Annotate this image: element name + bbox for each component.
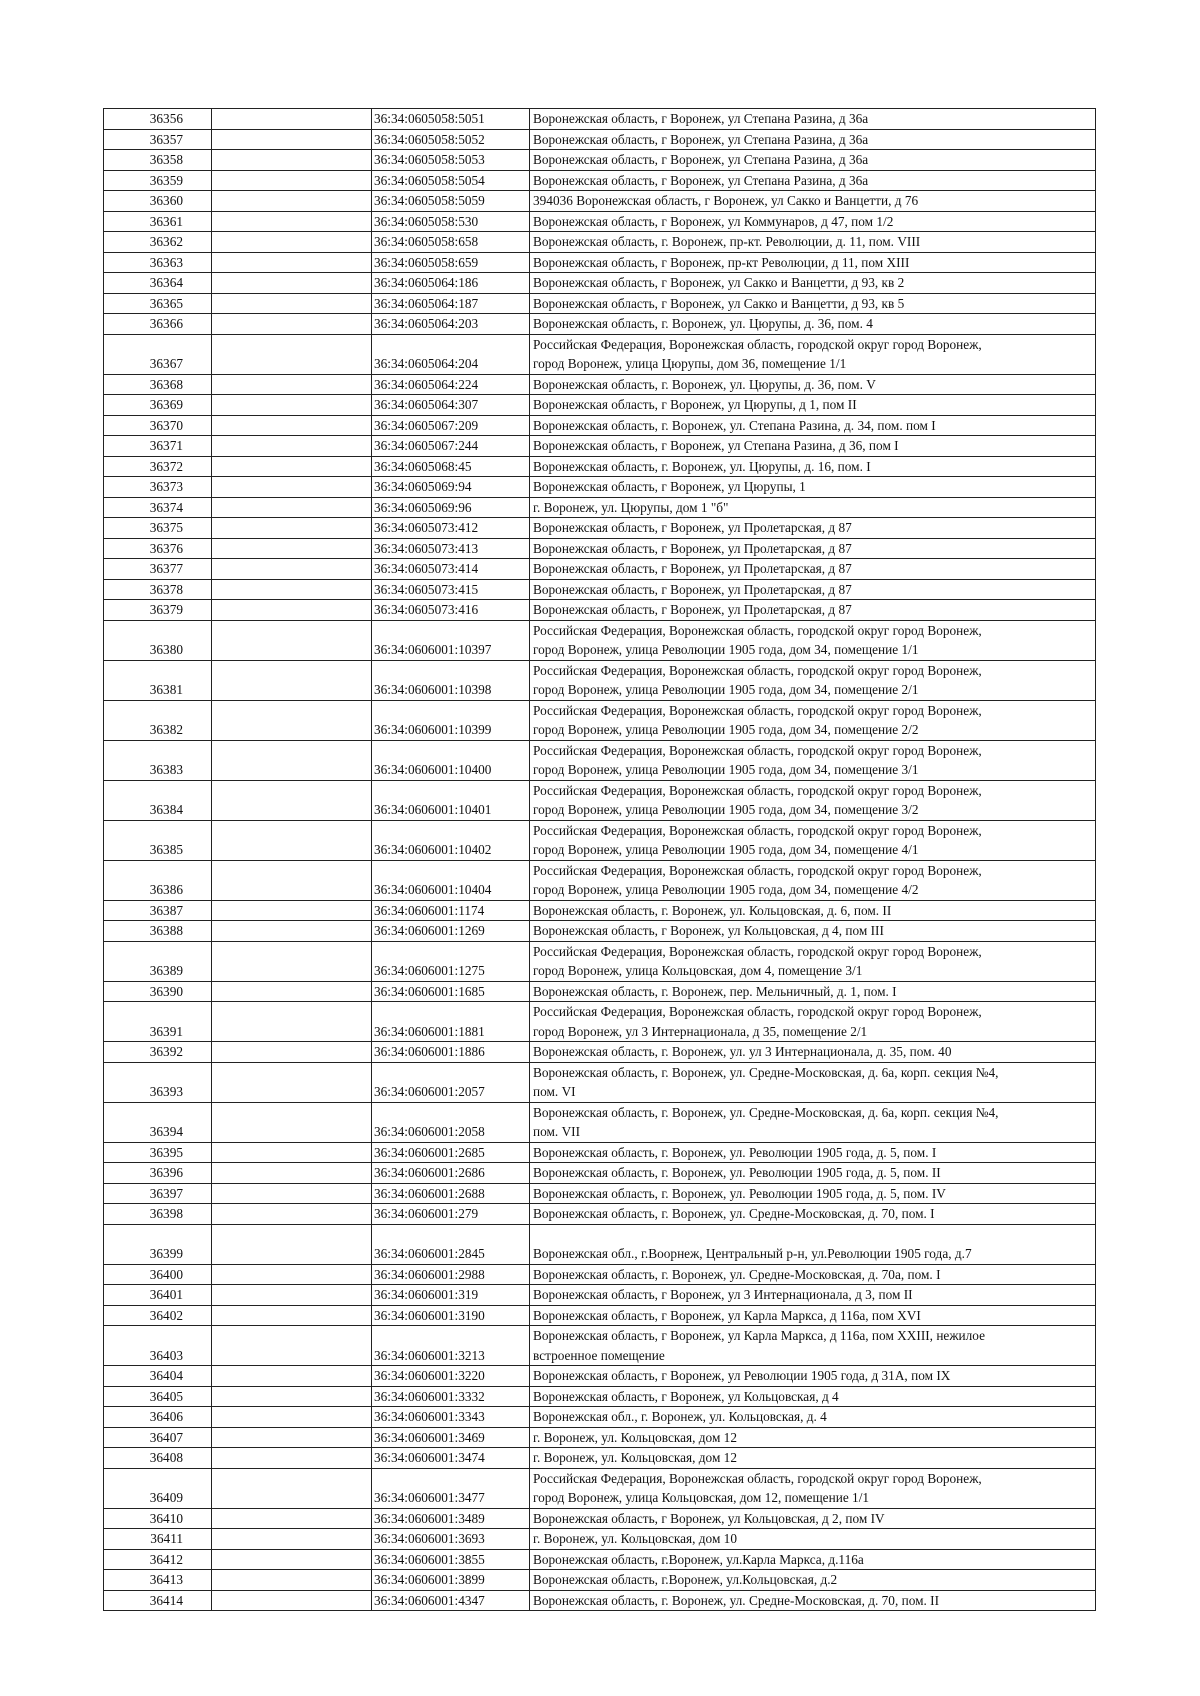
row-number-cell: 36372: [104, 456, 212, 477]
row-number-cell: 36404: [104, 1366, 212, 1387]
empty-cell: [212, 1183, 372, 1204]
cadastral-number-cell: 36:34:0605058:5059: [372, 191, 530, 212]
address-cell: Воронежская область, г Воронеж, ул Пролетарская, д 87: [530, 518, 1096, 539]
empty-cell: [212, 1326, 372, 1366]
registry-table: [103, 108, 1096, 1611]
empty-cell: [212, 579, 372, 600]
row-number-cell: 36413: [104, 1570, 212, 1591]
table-row: [104, 436, 1096, 457]
table-row: [104, 273, 1096, 294]
address-cell: Воронежская область, г Воронеж, ул Сакко и Ванцетти, д 93, кв 2: [530, 273, 1096, 294]
table-row: [104, 211, 1096, 232]
table-row: [104, 700, 1096, 740]
cadastral-number-cell: 36:34:0605058:5052: [372, 129, 530, 150]
row-number-cell: 36409: [104, 1468, 212, 1508]
address-cell: Воронежская область, г Воронеж, ул Карла Маркса, д 116а, пом XXIII, нежилое встроенное помещение: [530, 1326, 1096, 1366]
address-cell: Российская Федерация, Воронежская область, городской округ город Воронеж, город Воронеж, улица Революции 1905 года, дом 34, помещение 2/2: [530, 700, 1096, 740]
cadastral-number-cell: 36:34:0606001:10400: [372, 740, 530, 780]
cadastral-number-cell: 36:34:0606001:10404: [372, 860, 530, 900]
table-row: [104, 1204, 1096, 1225]
empty-cell: [212, 860, 372, 900]
row-number-cell: 36389: [104, 941, 212, 981]
table-row: [104, 1163, 1096, 1184]
address-cell: Воронежская область, г. Воронеж, ул. Средне-Московская, д. 70а, пом. I: [530, 1264, 1096, 1285]
cadastral-number-cell: 36:34:0606001:3855: [372, 1549, 530, 1570]
table-row: [104, 1042, 1096, 1063]
table-row: [104, 1002, 1096, 1042]
empty-cell: [212, 211, 372, 232]
row-number-cell: 36401: [104, 1285, 212, 1306]
cadastral-number-cell: 36:34:0605058:5051: [372, 109, 530, 130]
table-row: [104, 1448, 1096, 1469]
cadastral-number-cell: 36:34:0605073:416: [372, 600, 530, 621]
address-cell: Воронежская область, г Воронеж, ул Степана Разина, д 36а: [530, 150, 1096, 171]
row-number-cell: 36384: [104, 780, 212, 820]
table-row: [104, 129, 1096, 150]
row-number-cell: 36367: [104, 334, 212, 374]
table-row: [104, 740, 1096, 780]
address-cell: Российская Федерация, Воронежская область, городской округ город Воронеж, город Воронеж, ул 3 Интернационала, д 35, помещение 2/1: [530, 1002, 1096, 1042]
empty-cell: [212, 1468, 372, 1508]
address-cell: Воронежская обл., г.Воорнеж, Центральный р-н, ул.Революции 1905 года, д.7: [530, 1224, 1096, 1264]
empty-cell: [212, 150, 372, 171]
table-row: [104, 1407, 1096, 1428]
empty-cell: [212, 1448, 372, 1469]
row-number-cell: 36400: [104, 1264, 212, 1285]
table-row: [104, 620, 1096, 660]
row-number-cell: 36403: [104, 1326, 212, 1366]
cadastral-number-cell: 36:34:0605067:244: [372, 436, 530, 457]
table-row: [104, 1508, 1096, 1529]
table-row: [104, 1183, 1096, 1204]
address-cell: Воронежская область, г Воронеж, ул Степана Разина, д 36а: [530, 109, 1096, 130]
empty-cell: [212, 334, 372, 374]
row-number-cell: 36358: [104, 150, 212, 171]
row-number-cell: 36405: [104, 1386, 212, 1407]
table-row: [104, 293, 1096, 314]
cadastral-number-cell: 36:34:0606001:10402: [372, 820, 530, 860]
row-number-cell: 36380: [104, 620, 212, 660]
table-row: [104, 1305, 1096, 1326]
row-number-cell: 36369: [104, 395, 212, 416]
row-number-cell: 36390: [104, 981, 212, 1002]
address-cell: Воронежская область, г.Воронеж, ул.Кольцовская, д.2: [530, 1570, 1096, 1591]
cadastral-number-cell: 36:34:0606001:1269: [372, 921, 530, 942]
address-cell: Воронежская область, г Воронеж, ул Цюрупы, д 1, пом II: [530, 395, 1096, 416]
empty-cell: [212, 170, 372, 191]
address-cell: Российская Федерация, Воронежская область, городской округ город Воронеж, город Воронеж, улица Революции 1905 года, дом 34, помещение 4/2: [530, 860, 1096, 900]
address-cell: Воронежская область, г Воронеж, ул Цюрупы, 1: [530, 477, 1096, 498]
empty-cell: [212, 395, 372, 416]
address-cell: Воронежская область, г Воронеж, ул Пролетарская, д 87: [530, 600, 1096, 621]
table-row: [104, 1142, 1096, 1163]
row-number-cell: 36394: [104, 1102, 212, 1142]
address-cell: Воронежская область, г Воронеж, ул Революции 1905 года, д 31А, пом IX: [530, 1366, 1096, 1387]
address-cell: г. Воронеж, ул. Кольцовская, дом 12: [530, 1448, 1096, 1469]
row-number-cell: 36361: [104, 211, 212, 232]
row-number-cell: 36387: [104, 900, 212, 921]
row-number-cell: 36356: [104, 109, 212, 130]
empty-cell: [212, 1204, 372, 1225]
row-number-cell: 36397: [104, 1183, 212, 1204]
table-row: [104, 1326, 1096, 1366]
empty-cell: [212, 1407, 372, 1428]
row-number-cell: 36374: [104, 497, 212, 518]
cadastral-number-cell: 36:34:0606001:279: [372, 1204, 530, 1225]
cadastral-number-cell: 36:34:0606001:3474: [372, 1448, 530, 1469]
empty-cell: [212, 109, 372, 130]
cadastral-number-cell: 36:34:0605073:415: [372, 579, 530, 600]
table-row: [104, 415, 1096, 436]
empty-cell: [212, 1042, 372, 1063]
address-cell: Воронежская область, г. Воронеж, ул. Революции 1905 года, д. 5, пом. II: [530, 1163, 1096, 1184]
empty-cell: [212, 660, 372, 700]
address-cell: Воронежская область, г. Воронеж, ул. Революции 1905 года, д. 5, пом. I: [530, 1142, 1096, 1163]
table-row: [104, 232, 1096, 253]
cadastral-number-cell: 36:34:0606001:3343: [372, 1407, 530, 1428]
cadastral-number-cell: 36:34:0606001:1275: [372, 941, 530, 981]
table-row: [104, 1062, 1096, 1102]
address-cell: Воронежская область, г. Воронеж, ул. Средне-Московская, д. 70, пом. II: [530, 1590, 1096, 1611]
row-number-cell: 36392: [104, 1042, 212, 1063]
empty-cell: [212, 600, 372, 621]
address-cell: Российская Федерация, Воронежская область, городской округ город Воронеж, город Воронеж, улица Цюрупы, дом 36, помещение 1/1: [530, 334, 1096, 374]
row-number-cell: 36385: [104, 820, 212, 860]
empty-cell: [212, 981, 372, 1002]
empty-cell: [212, 436, 372, 457]
empty-cell: [212, 900, 372, 921]
cadastral-number-cell: 36:34:0605073:413: [372, 538, 530, 559]
cadastral-number-cell: 36:34:0606001:3213: [372, 1326, 530, 1366]
cadastral-number-cell: 36:34:0606001:319: [372, 1285, 530, 1306]
cadastral-number-cell: 36:34:0606001:1881: [372, 1002, 530, 1042]
address-cell: Воронежская область, г Воронеж, ул Кольцовская, д 4, пом III: [530, 921, 1096, 942]
table-row: [104, 518, 1096, 539]
empty-cell: [212, 129, 372, 150]
address-cell: г. Воронеж, ул. Цюрупы, дом 1 "б": [530, 497, 1096, 518]
cadastral-number-cell: 36:34:0606001:3477: [372, 1468, 530, 1508]
empty-cell: [212, 293, 372, 314]
row-number-cell: 36411: [104, 1529, 212, 1550]
row-number-cell: 36395: [104, 1142, 212, 1163]
row-number-cell: 36371: [104, 436, 212, 457]
table-row: [104, 1427, 1096, 1448]
table-row: [104, 941, 1096, 981]
table-row: [104, 860, 1096, 900]
table-row: [104, 538, 1096, 559]
address-cell: Воронежская обл., г. Воронеж, ул. Кольцовская, д. 4: [530, 1407, 1096, 1428]
empty-cell: [212, 1508, 372, 1529]
document-sheet: [103, 108, 1096, 1611]
cadastral-number-cell: 36:34:0606001:3220: [372, 1366, 530, 1387]
row-number-cell: 36362: [104, 232, 212, 253]
cadastral-number-cell: 36:34:0606001:4347: [372, 1590, 530, 1611]
address-cell: Российская Федерация, Воронежская область, городской округ город Воронеж, город Воронеж, улица Революции 1905 года, дом 34, помещение 3/2: [530, 780, 1096, 820]
table-row: [104, 1285, 1096, 1306]
empty-cell: [212, 1427, 372, 1448]
address-cell: Воронежская область, г. Воронеж, ул. ул 3 Интернационала, д. 35, пом. 40: [530, 1042, 1096, 1063]
row-number-cell: 36360: [104, 191, 212, 212]
empty-cell: [212, 314, 372, 335]
empty-cell: [212, 1102, 372, 1142]
address-cell: Российская Федерация, Воронежская область, городской округ город Воронеж, город Воронеж, улица Кольцовская, дом 12, помещение 1/1: [530, 1468, 1096, 1508]
address-cell: Воронежская область, г. Воронеж, ул. Средне-Московская, д. 6а, корп. секция №4, пом. VII: [530, 1102, 1096, 1142]
row-number-cell: 36363: [104, 252, 212, 273]
empty-cell: [212, 1224, 372, 1264]
empty-cell: [212, 477, 372, 498]
address-cell: Воронежская область, г Воронеж, ул Кольцовская, д 4: [530, 1386, 1096, 1407]
empty-cell: [212, 1549, 372, 1570]
row-number-cell: 36375: [104, 518, 212, 539]
table-row: [104, 981, 1096, 1002]
empty-cell: [212, 1002, 372, 1042]
empty-cell: [212, 415, 372, 436]
empty-cell: [212, 1163, 372, 1184]
registry-table-body: [104, 109, 1096, 1611]
address-cell: Воронежская область, г. Воронеж, ул. Средне-Московская, д. 70, пом. I: [530, 1204, 1096, 1225]
row-number-cell: 36364: [104, 273, 212, 294]
cadastral-number-cell: 36:34:0605064:203: [372, 314, 530, 335]
cadastral-number-cell: 36:34:0606001:10399: [372, 700, 530, 740]
address-cell: Воронежская область, г Воронеж, ул Кольцовская, д 2, пом IV: [530, 1508, 1096, 1529]
empty-cell: [212, 559, 372, 580]
row-number-cell: 36377: [104, 559, 212, 580]
address-cell: Российская Федерация, Воронежская область, городской округ город Воронеж, город Воронеж, улица Революции 1905 года, дом 34, помещение 2/1: [530, 660, 1096, 700]
row-number-cell: 36407: [104, 1427, 212, 1448]
table-row: [104, 559, 1096, 580]
address-cell: 394036 Воронежская область, г Воронеж, ул Сакко и Ванцетти, д 76: [530, 191, 1096, 212]
empty-cell: [212, 374, 372, 395]
cadastral-number-cell: 36:34:0606001:1685: [372, 981, 530, 1002]
table-row: [104, 170, 1096, 191]
address-cell: Воронежская область, г Воронеж, ул Степана Разина, д 36а: [530, 129, 1096, 150]
empty-cell: [212, 456, 372, 477]
cadastral-number-cell: 36:34:0606001:10401: [372, 780, 530, 820]
address-cell: Российская Федерация, Воронежская область, городской округ город Воронеж, город Воронеж, улица Революции 1905 года, дом 34, помещение 3/1: [530, 740, 1096, 780]
cadastral-number-cell: 36:34:0605073:412: [372, 518, 530, 539]
cadastral-number-cell: 36:34:0606001:1886: [372, 1042, 530, 1063]
address-cell: Воронежская область, г. Воронеж, пер. Мельничный, д. 1, пом. I: [530, 981, 1096, 1002]
row-number-cell: 36382: [104, 700, 212, 740]
table-row: [104, 1102, 1096, 1142]
address-cell: Воронежская область, г Воронеж, ул Коммунаров, д 47, пом 1/2: [530, 211, 1096, 232]
row-number-cell: 36370: [104, 415, 212, 436]
row-number-cell: 36414: [104, 1590, 212, 1611]
row-number-cell: 36381: [104, 660, 212, 700]
empty-cell: [212, 273, 372, 294]
address-cell: г. Воронеж, ул. Кольцовская, дом 12: [530, 1427, 1096, 1448]
address-cell: Воронежская область, г. Воронеж, ул. Степана Разина, д. 34, пом. пом I: [530, 415, 1096, 436]
cadastral-number-cell: 36:34:0605067:209: [372, 415, 530, 436]
row-number-cell: 36410: [104, 1508, 212, 1529]
cadastral-number-cell: 36:34:0606001:3489: [372, 1508, 530, 1529]
row-number-cell: 36368: [104, 374, 212, 395]
empty-cell: [212, 740, 372, 780]
cadastral-number-cell: 36:34:0606001:3899: [372, 1570, 530, 1591]
address-cell: Воронежская область, г.Воронеж, ул.Карла Маркса, д.116а: [530, 1549, 1096, 1570]
table-row: [104, 150, 1096, 171]
table-row: [104, 191, 1096, 212]
cadastral-number-cell: 36:34:0606001:2845: [372, 1224, 530, 1264]
address-cell: Воронежская область, г Воронеж, ул Степана Разина, д 36, пом I: [530, 436, 1096, 457]
address-cell: Воронежская область, г Воронеж, ул Пролетарская, д 87: [530, 579, 1096, 600]
row-number-cell: 36359: [104, 170, 212, 191]
cadastral-number-cell: 36:34:0605073:414: [372, 559, 530, 580]
cadastral-number-cell: 36:34:0606001:3332: [372, 1386, 530, 1407]
cadastral-number-cell: 36:34:0606001:3190: [372, 1305, 530, 1326]
empty-cell: [212, 1529, 372, 1550]
row-number-cell: 36366: [104, 314, 212, 335]
empty-cell: [212, 1570, 372, 1591]
cadastral-number-cell: 36:34:0606001:10398: [372, 660, 530, 700]
cadastral-number-cell: 36:34:0605064:186: [372, 273, 530, 294]
row-number-cell: 36406: [104, 1407, 212, 1428]
cadastral-number-cell: 36:34:0606001:3693: [372, 1529, 530, 1550]
row-number-cell: 36388: [104, 921, 212, 942]
row-number-cell: 36383: [104, 740, 212, 780]
empty-cell: [212, 1386, 372, 1407]
row-number-cell: 36412: [104, 1549, 212, 1570]
row-number-cell: 36402: [104, 1305, 212, 1326]
empty-cell: [212, 1590, 372, 1611]
cadastral-number-cell: 36:34:0605068:45: [372, 456, 530, 477]
table-row: [104, 334, 1096, 374]
empty-cell: [212, 538, 372, 559]
empty-cell: [212, 1366, 372, 1387]
address-cell: Воронежская область, г Воронеж, ул Степана Разина, д 36а: [530, 170, 1096, 191]
table-row: [104, 820, 1096, 860]
row-number-cell: 36399: [104, 1224, 212, 1264]
address-cell: Воронежская область, г. Воронеж, ул. Кольцовская, д. 6, пом. II: [530, 900, 1096, 921]
table-row: [104, 477, 1096, 498]
empty-cell: [212, 941, 372, 981]
address-cell: Воронежская область, г Воронеж, ул Пролетарская, д 87: [530, 559, 1096, 580]
row-number-cell: 36386: [104, 860, 212, 900]
address-cell: Воронежская область, г Воронеж, пр-кт Революции, д 11, пом XIII: [530, 252, 1096, 273]
empty-cell: [212, 700, 372, 740]
address-cell: Воронежская область, г. Воронеж, пр-кт. Революции, д. 11, пом. VIII: [530, 232, 1096, 253]
cadastral-number-cell: 36:34:0606001:2685: [372, 1142, 530, 1163]
address-cell: Воронежская область, г. Воронеж, ул. Революции 1905 года, д. 5, пом. IV: [530, 1183, 1096, 1204]
table-row: [104, 109, 1096, 130]
cadastral-number-cell: 36:34:0605064:204: [372, 334, 530, 374]
empty-cell: [212, 497, 372, 518]
table-row: [104, 921, 1096, 942]
cadastral-number-cell: 36:34:0605064:224: [372, 374, 530, 395]
table-row: [104, 1264, 1096, 1285]
address-cell: Воронежская область, г. Воронеж, ул. Цюрупы, д. 36, пом. V: [530, 374, 1096, 395]
address-cell: Воронежская область, г. Воронеж, ул. Средне-Московская, д. 6а, корп. секция №4, пом. VI: [530, 1062, 1096, 1102]
empty-cell: [212, 518, 372, 539]
table-row: [104, 1468, 1096, 1508]
table-row: [104, 1570, 1096, 1591]
row-number-cell: 36357: [104, 129, 212, 150]
row-number-cell: 36379: [104, 600, 212, 621]
empty-cell: [212, 232, 372, 253]
cadastral-number-cell: 36:34:0606001:2688: [372, 1183, 530, 1204]
table-row: [104, 780, 1096, 820]
empty-cell: [212, 780, 372, 820]
cadastral-number-cell: 36:34:0605058:658: [372, 232, 530, 253]
row-number-cell: 36398: [104, 1204, 212, 1225]
table-row: [104, 497, 1096, 518]
cadastral-number-cell: 36:34:0605064:187: [372, 293, 530, 314]
address-cell: Воронежская область, г Воронеж, ул Сакко и Ванцетти, д 93, кв 5: [530, 293, 1096, 314]
table-row: [104, 660, 1096, 700]
cadastral-number-cell: 36:34:0606001:2058: [372, 1102, 530, 1142]
row-number-cell: 36396: [104, 1163, 212, 1184]
empty-cell: [212, 620, 372, 660]
cadastral-number-cell: 36:34:0606001:2686: [372, 1163, 530, 1184]
table-row: [104, 395, 1096, 416]
row-number-cell: 36373: [104, 477, 212, 498]
address-cell: Воронежская область, г Воронеж, ул Пролетарская, д 87: [530, 538, 1096, 559]
empty-cell: [212, 1305, 372, 1326]
empty-cell: [212, 252, 372, 273]
table-row: [104, 456, 1096, 477]
cadastral-number-cell: 36:34:0605069:94: [372, 477, 530, 498]
table-row: [104, 579, 1096, 600]
table-row: [104, 1386, 1096, 1407]
table-row: [104, 1549, 1096, 1570]
table-row: [104, 1224, 1096, 1264]
empty-cell: [212, 1142, 372, 1163]
empty-cell: [212, 191, 372, 212]
cadastral-number-cell: 36:34:0605058:5054: [372, 170, 530, 191]
empty-cell: [212, 921, 372, 942]
table-row: [104, 900, 1096, 921]
row-number-cell: 36365: [104, 293, 212, 314]
row-number-cell: 36408: [104, 1448, 212, 1469]
address-cell: Воронежская область, г Воронеж, ул Карла Маркса, д 116а, пом XVI: [530, 1305, 1096, 1326]
cadastral-number-cell: 36:34:0605058:659: [372, 252, 530, 273]
row-number-cell: 36376: [104, 538, 212, 559]
address-cell: г. Воронеж, ул. Кольцовская, дом 10: [530, 1529, 1096, 1550]
table-row: [104, 314, 1096, 335]
cadastral-number-cell: 36:34:0606001:2057: [372, 1062, 530, 1102]
cadastral-number-cell: 36:34:0605058:5053: [372, 150, 530, 171]
row-number-cell: 36391: [104, 1002, 212, 1042]
cadastral-number-cell: 36:34:0606001:1174: [372, 900, 530, 921]
cadastral-number-cell: 36:34:0606001:2988: [372, 1264, 530, 1285]
address-cell: Воронежская область, г. Воронеж, ул. Цюрупы, д. 36, пом. 4: [530, 314, 1096, 335]
cadastral-number-cell: 36:34:0606001:3469: [372, 1427, 530, 1448]
empty-cell: [212, 1264, 372, 1285]
table-row: [104, 374, 1096, 395]
empty-cell: [212, 820, 372, 860]
table-row: [104, 1529, 1096, 1550]
cadastral-number-cell: 36:34:0605064:307: [372, 395, 530, 416]
cadastral-number-cell: 36:34:0606001:10397: [372, 620, 530, 660]
address-cell: Российская Федерация, Воронежская область, городской округ город Воронеж, город Воронеж, улица Революции 1905 года, дом 34, помещение 4/1: [530, 820, 1096, 860]
row-number-cell: 36378: [104, 579, 212, 600]
address-cell: Воронежская область, г. Воронеж, ул. Цюрупы, д. 16, пом. I: [530, 456, 1096, 477]
row-number-cell: 36393: [104, 1062, 212, 1102]
address-cell: Российская Федерация, Воронежская область, городской округ город Воронеж, город Воронеж, улица Революции 1905 года, дом 34, помещение 1/1: [530, 620, 1096, 660]
empty-cell: [212, 1062, 372, 1102]
empty-cell: [212, 1285, 372, 1306]
address-cell: Российская Федерация, Воронежская область, городской округ город Воронеж, город Воронеж, улица Кольцовская, дом 4, помещение 3/1: [530, 941, 1096, 981]
table-row: [104, 252, 1096, 273]
table-row: [104, 1590, 1096, 1611]
table-row: [104, 600, 1096, 621]
cadastral-number-cell: 36:34:0605058:530: [372, 211, 530, 232]
cadastral-number-cell: 36:34:0605069:96: [372, 497, 530, 518]
address-cell: Воронежская область, г Воронеж, ул 3 Интернационала, д 3, пом II: [530, 1285, 1096, 1306]
table-row: [104, 1366, 1096, 1387]
